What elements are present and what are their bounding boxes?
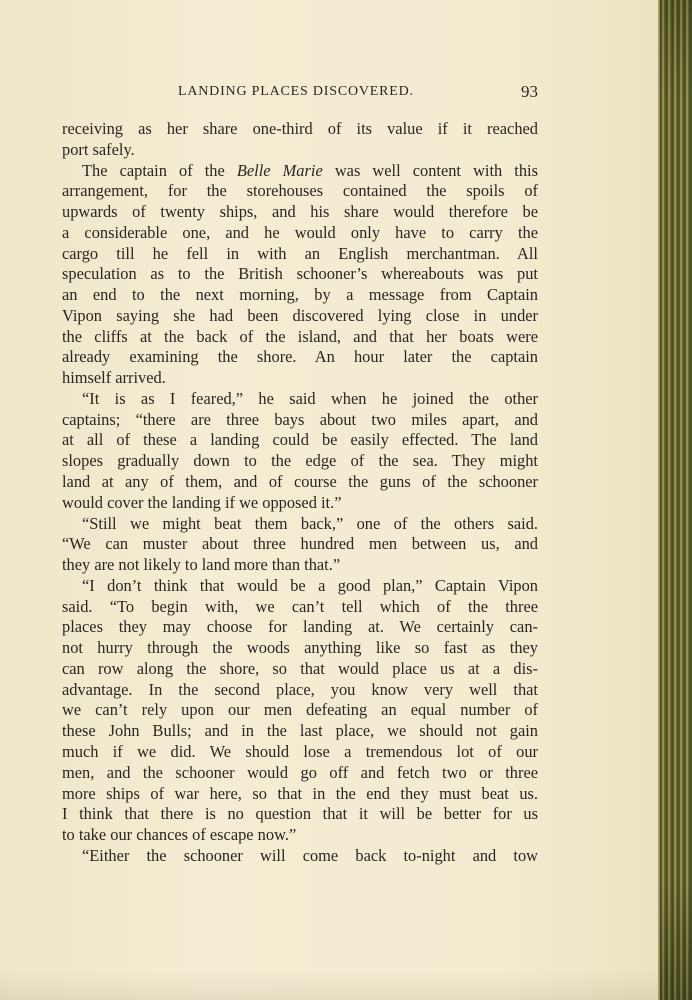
text-line: the cliffs at the back of the island, and that her boats were <box>62 326 538 346</box>
binding-shade <box>660 0 692 1000</box>
text-line: to take our chances of escape now.” <box>62 825 297 845</box>
text-line: much if we did. We should lose a tremendous lot of our <box>62 741 538 761</box>
text-line: “I don’t think that would be a good plan,” Captain Vipon <box>82 575 538 595</box>
text-line: speculation as to the British schooner’s whereabouts was put <box>62 264 538 284</box>
text-line: slopes gradually down to the edge of the sea. They might <box>62 451 538 471</box>
body-text <box>62 119 538 867</box>
page-header <box>62 84 538 106</box>
text-line: advantage. In the second place, you know very well that <box>62 679 538 699</box>
text-line: “It is as I feared,” he said when he joined the other <box>82 388 538 408</box>
text-line: himself arrived. <box>62 368 166 388</box>
text-line: receiving as her share one-third of its value if it reached <box>62 119 538 138</box>
text-line: land at any of them, and of course the guns of the schooner <box>62 472 538 492</box>
text-line <box>62 161 538 182</box>
text-line: cargo till he fell in with an English merchantman. All <box>62 243 538 263</box>
text-line: places they may choose for landing at. We certainly can- <box>62 617 538 637</box>
text-line: I think that there is no question that it will be better for us <box>62 804 538 824</box>
text-line: an end to the next morning, by a message from Captain <box>62 285 538 305</box>
text-line: a considerable one, and he would only have to carry the <box>62 222 538 242</box>
text-line: we can’t rely upon our men defeating an equal number of <box>62 700 538 720</box>
text-line: arrangement, for the storehouses contained the spoils of <box>62 181 538 201</box>
text-line: “Still we might beat them back,” one of the others said. <box>82 513 538 533</box>
text-line: would cover the landing if we opposed it.” <box>62 492 342 512</box>
text-line: at all of these a landing could be easily effected. The land <box>62 430 538 450</box>
text-line: already examining the shore. An hour later the captain <box>62 347 538 367</box>
text-line: more ships of war here, so that in the end they must beat us. <box>62 783 538 803</box>
text-line: not hurry through the woods anything like so fast as they <box>62 638 538 658</box>
ship-name: Belle Marie <box>236 160 323 180</box>
text-line: port safely. <box>62 139 135 159</box>
text-line: “Either the schooner will come back to-night and tow <box>82 845 538 865</box>
text-segment: The captain of the <box>82 160 225 180</box>
text-line: these John Bulls; and in the last place, we should not gain <box>62 721 538 741</box>
page-number: 93 <box>521 82 538 101</box>
text-line: “We can muster about three hundred men between us, and <box>62 534 538 554</box>
text-line: said. “To begin with, we can’t tell which of the three <box>62 596 538 616</box>
text-segment: was well content with this <box>334 160 538 180</box>
text-line: upwards of twenty ships, and his share would therefore be <box>62 202 538 222</box>
text-line: they are not likely to land more than that.” <box>62 555 341 575</box>
text-line: men, and the schooner would go off and fetch two or three <box>62 762 538 782</box>
text-line: captains; “there are three bays about two miles apart, and <box>62 409 538 429</box>
running-head: LANDING PLACES DISCOVERED. <box>178 84 414 99</box>
text-line: can row along the shore, so that would place us at a dis- <box>62 658 538 678</box>
page-bottom-shadow <box>0 970 660 1000</box>
text-line: Vipon saying she had been discovered lying close in under <box>62 305 538 325</box>
